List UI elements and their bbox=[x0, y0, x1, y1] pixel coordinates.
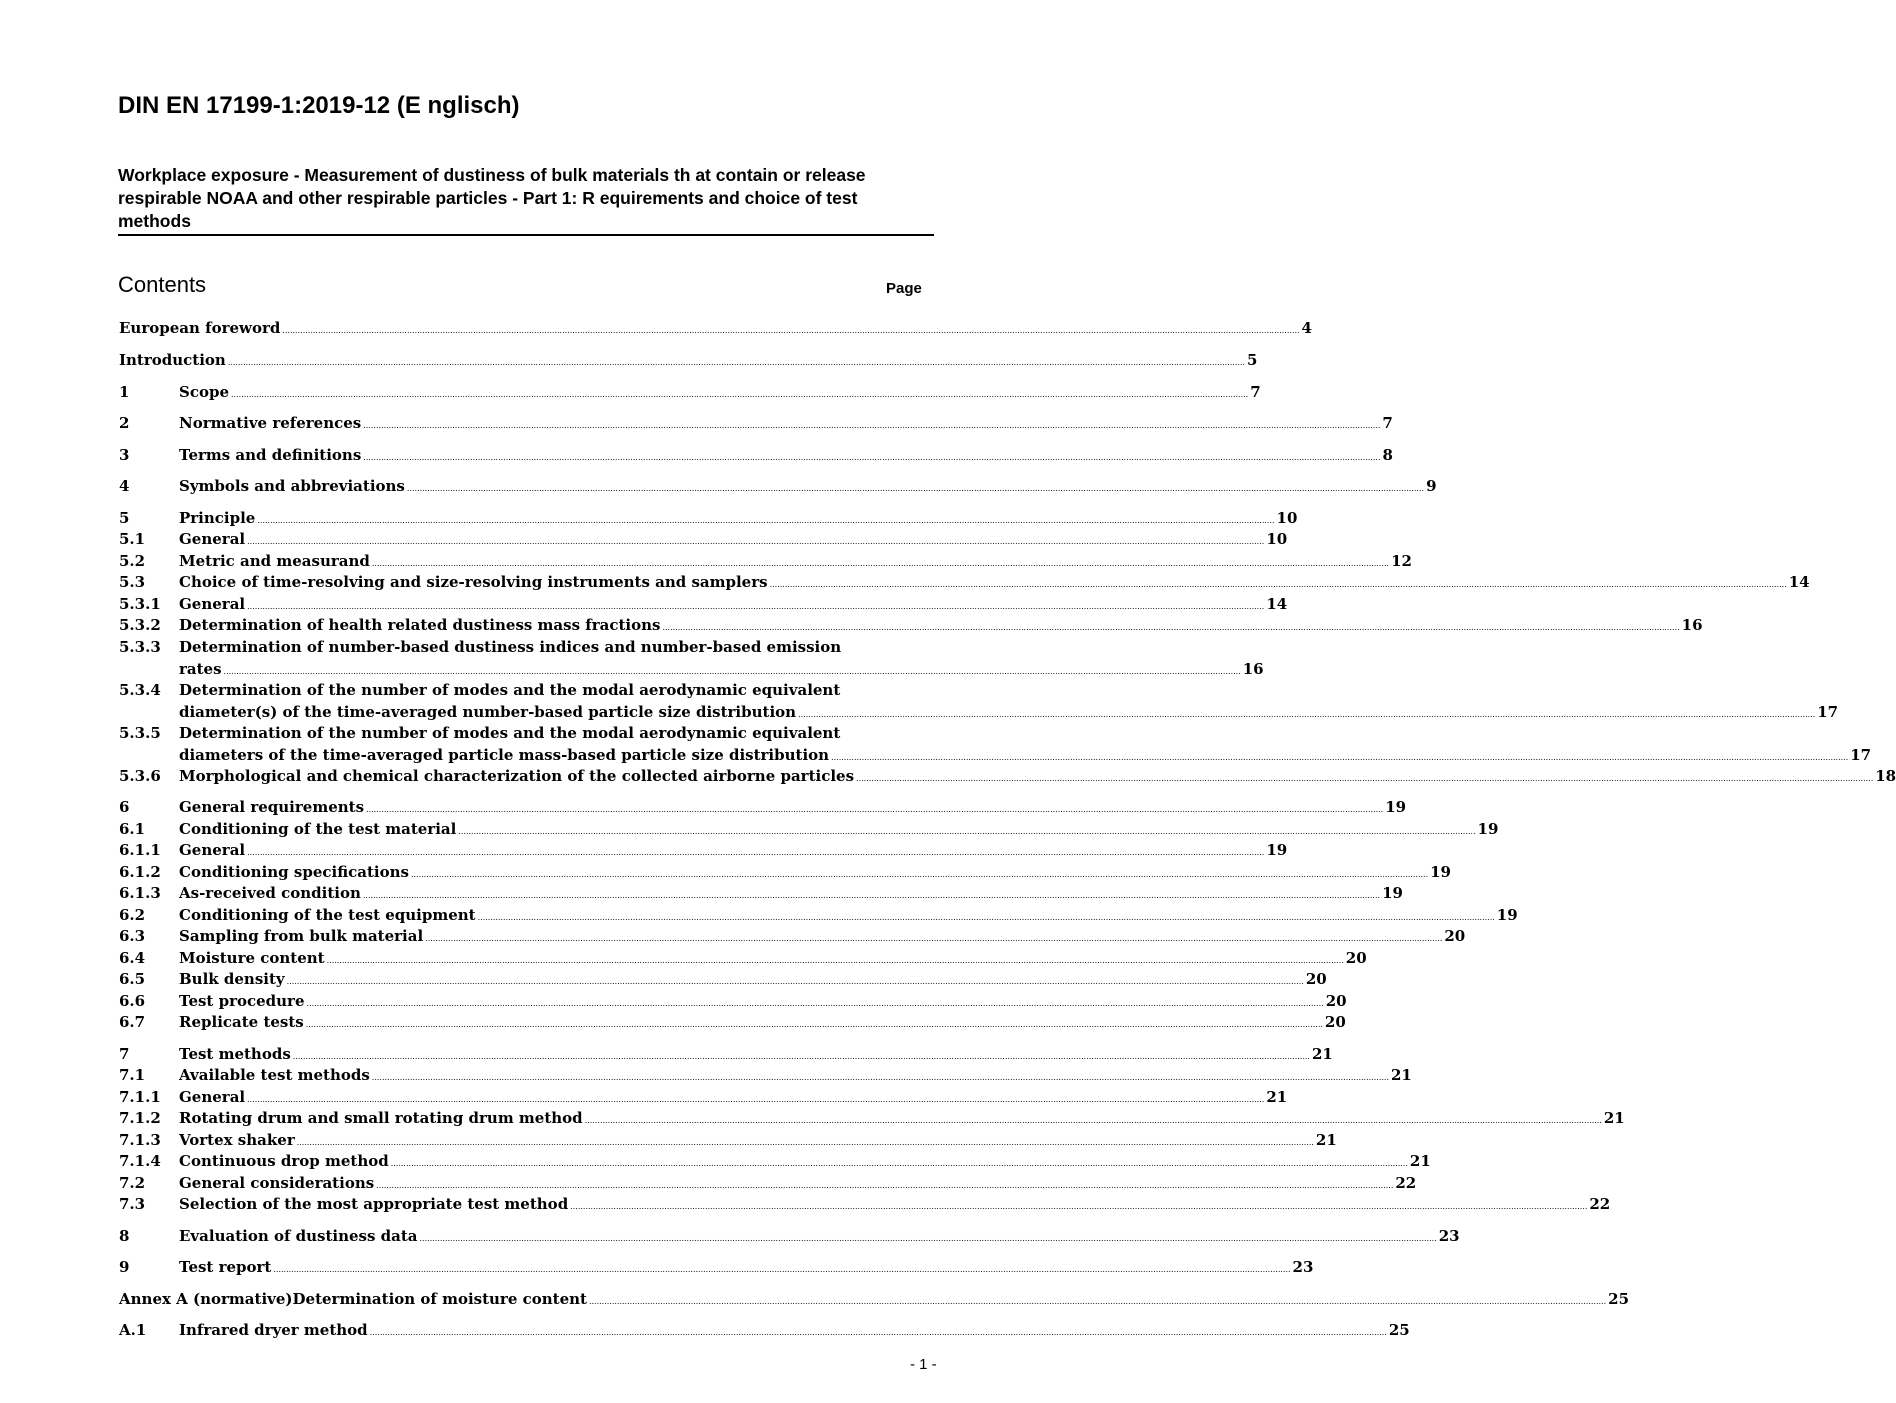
toc-entry-page: 19 bbox=[1382, 884, 1403, 902]
dot-leader: ................................................................................................................................................................................................................................................................................................................................................................................................................ bbox=[286, 977, 1304, 986]
toc-entry-title: Moisture content bbox=[179, 949, 325, 967]
toc-entry-title: Test procedure bbox=[179, 992, 305, 1010]
toc-entry[interactable] bbox=[119, 508, 1298, 529]
toc-entry[interactable] bbox=[119, 926, 1466, 947]
toc-entry-title: Determination of the number of modes and the modal aerodynamic equivalent bbox=[179, 681, 841, 699]
toc-entry-title: Bulk density bbox=[179, 970, 285, 988]
toc-entry-title: Normative references bbox=[179, 414, 362, 432]
title-divider bbox=[118, 234, 934, 236]
dot-leader: ................................................................................................................................................................................................................................................................................................................................................................................................................ bbox=[798, 709, 1816, 719]
toc-entry-title: Symbols and abbreviations bbox=[179, 477, 405, 495]
toc-entry-number: 6.5 bbox=[119, 970, 146, 988]
toc-entry-number: Annex A (normative) bbox=[119, 1290, 293, 1308]
toc-entry-number: 5.1 bbox=[119, 530, 146, 548]
toc-entry-title: As-received condition bbox=[179, 884, 361, 902]
dot-leader: ................................................................................................................................................................................................................................................................................................................................................................................................................ bbox=[477, 913, 1495, 922]
toc-entry[interactable] bbox=[119, 1108, 1625, 1129]
toc-entry-title: Choice of time-resolving and size-resolving instruments and samplers bbox=[179, 573, 768, 591]
toc-entry-continuation[interactable] bbox=[179, 702, 1839, 723]
toc-entry-number: 6.2 bbox=[119, 906, 146, 924]
dot-leader: ................................................................................................................................................................................................................................................................................................................................................................................................................ bbox=[282, 326, 1300, 335]
toc-entry-number: 6.1.2 bbox=[119, 863, 161, 881]
toc-entry-number: 5 bbox=[119, 509, 130, 527]
toc-entry-title: Test methods bbox=[179, 1045, 291, 1063]
toc-entry-title-continued: diameters of the time-averaged particle mass-based particle size distribution bbox=[179, 745, 830, 764]
dot-leader: ................................................................................................................................................................................................................................................................................................................................................................................................................ bbox=[305, 1020, 1323, 1029]
toc-entry-page: 21 bbox=[1266, 1088, 1288, 1106]
toc-entry-title: General bbox=[179, 841, 246, 859]
toc-entry-title: General bbox=[179, 595, 246, 613]
dot-leader: ................................................................................................................................................................................................................................................................................................................................................................................................................ bbox=[227, 358, 1246, 367]
dot-leader: ................................................................................................................................................................................................................................................................................................................................................................................................................ bbox=[410, 870, 1429, 879]
toc-entry[interactable] bbox=[119, 948, 1367, 969]
toc-entry-title-continued: diameter(s) of the time-averaged number-based particle size distribution bbox=[179, 702, 797, 721]
toc-entry-page: 5 bbox=[1247, 351, 1258, 369]
toc-entry-number: 7.1.1 bbox=[119, 1088, 161, 1106]
dot-leader: ................................................................................................................................................................................................................................................................................................................................................................................................................ bbox=[362, 891, 1381, 900]
toc-entry-title: Infrared dryer method bbox=[179, 1321, 368, 1339]
toc-entry[interactable] bbox=[119, 1012, 1346, 1033]
toc-entry[interactable] bbox=[119, 1130, 1337, 1151]
toc-entry-title: Continuous drop method bbox=[179, 1152, 389, 1170]
dot-leader: ................................................................................................................................................................................................................................................................................................................................................................................................................ bbox=[856, 774, 1874, 783]
toc-entry-title: Morphological and chemical characterization of the collected airborne particles bbox=[179, 767, 855, 785]
toc-entry-number: European foreword bbox=[119, 319, 281, 337]
toc-entry-page: 25 bbox=[1608, 1290, 1630, 1308]
toc-entry[interactable] bbox=[119, 1151, 1431, 1172]
toc-entry-page: 23 bbox=[1292, 1258, 1314, 1276]
toc-entry[interactable] bbox=[119, 350, 1258, 371]
toc-entry-page: 22 bbox=[1395, 1174, 1417, 1192]
toc-entry-title: Determination of number-based dustiness indices and number-based emission bbox=[179, 638, 842, 656]
toc-entry-page: 20 bbox=[1325, 992, 1347, 1010]
dot-leader: ................................................................................................................................................................................................................................................................................................................................................................................................................ bbox=[366, 805, 1384, 814]
toc-entry-number: 7.1.3 bbox=[119, 1131, 161, 1149]
toc-entry-title: Metric and measurand bbox=[179, 552, 370, 570]
toc-entry-title: Determination of moisture content bbox=[292, 1290, 587, 1308]
toc-entry-number: 6.6 bbox=[119, 992, 146, 1010]
toc-entry[interactable] bbox=[119, 476, 1437, 497]
dot-leader: ................................................................................................................................................................................................................................................................................................................................................................................................................ bbox=[306, 999, 1324, 1008]
dot-leader: ................................................................................................................................................................................................................................................................................................................................................................................................................ bbox=[376, 1181, 1394, 1190]
document-subtitle: Workplace exposure - Measurement of dustiness of bulk materials th at contain or release respirable NOAA and other respirable particles - Part 1: R equirements and choice of test methods bbox=[118, 165, 866, 231]
toc-entry[interactable] bbox=[119, 840, 1288, 861]
toc-entry-page: 12 bbox=[1391, 552, 1412, 570]
dot-leader: ................................................................................................................................................................................................................................................................................................................................................................................................................ bbox=[419, 1234, 1437, 1243]
toc-entry[interactable] bbox=[119, 1320, 1410, 1341]
toc-entry-number: Introduction bbox=[119, 351, 226, 369]
dot-leader: ................................................................................................................................................................................................................................................................................................................................................................................................................ bbox=[371, 559, 1390, 568]
toc-entry-page: 19 bbox=[1266, 841, 1288, 859]
toc-entry-page: 23 bbox=[1438, 1227, 1460, 1245]
toc-entry[interactable] bbox=[119, 766, 1896, 787]
document-title: DIN EN 17199-1:2019-12 (E nglisch) bbox=[118, 92, 520, 119]
dot-leader: ................................................................................................................................................................................................................................................................................................................................................................................................................ bbox=[231, 390, 1249, 399]
toc-entry[interactable] bbox=[119, 1065, 1412, 1086]
toc-entry-page: 22 bbox=[1589, 1195, 1611, 1213]
toc-entry-number: 7 bbox=[119, 1045, 130, 1063]
toc-entry-number: 5.3.1 bbox=[119, 595, 161, 613]
toc-entry[interactable] bbox=[119, 1044, 1333, 1065]
toc-entry[interactable] bbox=[119, 413, 1393, 434]
toc-entry-number: 8 bbox=[119, 1227, 130, 1245]
dot-leader: ................................................................................................................................................................................................................................................................................................................................................................................................................ bbox=[390, 1159, 1408, 1168]
dot-leader: ................................................................................................................................................................................................................................................................................................................................................................................................................ bbox=[369, 1328, 1387, 1337]
toc-entry-page: 19 bbox=[1385, 798, 1407, 816]
toc-entry-title: General requirements bbox=[179, 798, 365, 816]
dot-leader: ................................................................................................................................................................................................................................................................................................................................................................................................................ bbox=[831, 752, 1849, 762]
toc-entry-page: 19 bbox=[1477, 820, 1499, 838]
toc-entry-number: 9 bbox=[119, 1258, 130, 1276]
toc-entry-page: 20 bbox=[1345, 949, 1367, 967]
dot-leader: ................................................................................................................................................................................................................................................................................................................................................................................................................ bbox=[273, 1265, 1291, 1274]
toc-entry-number: 5.3.5 bbox=[119, 724, 161, 742]
toc-entry-page: 20 bbox=[1305, 970, 1327, 988]
toc-entry-page: 21 bbox=[1315, 1131, 1337, 1149]
toc-entry[interactable] bbox=[119, 382, 1261, 403]
toc-entry-title-continued: rates bbox=[179, 659, 222, 678]
toc-entry-page: 19 bbox=[1430, 863, 1451, 881]
dot-leader: ................................................................................................................................................................................................................................................................................................................................................................................................................ bbox=[406, 484, 1425, 493]
dot-leader: ................................................................................................................................................................................................................................................................................................................................................................................................................ bbox=[223, 666, 1241, 676]
toc-entry-title: Principle bbox=[179, 509, 256, 527]
toc-entry-page: 7 bbox=[1382, 414, 1393, 432]
contents-heading: Contents bbox=[118, 272, 207, 297]
toc-entry-number: 1 bbox=[119, 383, 130, 401]
toc-entry-title: Conditioning of the test equipment bbox=[179, 906, 476, 924]
toc-entry-page: 20 bbox=[1324, 1013, 1346, 1031]
toc-entry-title: Conditioning of the test material bbox=[179, 820, 457, 838]
toc-entry-page: 18 bbox=[1875, 767, 1896, 785]
toc-entry[interactable] bbox=[119, 1289, 1630, 1310]
toc-entry[interactable] bbox=[119, 680, 932, 701]
toc-entry-title: Available test methods bbox=[179, 1066, 370, 1084]
dot-leader: ................................................................................................................................................................................................................................................................................................................................................................................................................ bbox=[363, 421, 1381, 430]
toc-entry[interactable] bbox=[119, 1087, 1288, 1108]
toc-entry-title: Scope bbox=[179, 383, 230, 401]
toc-entry-page: 8 bbox=[1382, 446, 1393, 464]
toc-entry[interactable] bbox=[119, 905, 1518, 926]
toc-entry-page: 17 bbox=[1817, 702, 1839, 721]
toc-entry-page: 25 bbox=[1388, 1321, 1410, 1339]
toc-entry-number: 4 bbox=[119, 477, 130, 495]
toc-entry-title: Selection of the most appropriate test method bbox=[179, 1195, 569, 1213]
toc-entry-title: Rotating drum and small rotating drum method bbox=[179, 1109, 583, 1127]
toc-entry[interactable] bbox=[119, 991, 1347, 1012]
toc-entry-page: 4 bbox=[1301, 319, 1312, 337]
toc-entry-page: 7 bbox=[1250, 383, 1261, 401]
dot-leader: ................................................................................................................................................................................................................................................................................................................................................................................................................ bbox=[371, 1073, 1389, 1082]
toc-entry-page: 21 bbox=[1409, 1152, 1431, 1170]
toc-entry-page: 20 bbox=[1444, 927, 1466, 945]
toc-entry-number: 5.3.2 bbox=[119, 616, 161, 634]
toc-entry[interactable] bbox=[119, 572, 1810, 593]
toc-entry-title: General considerations bbox=[179, 1174, 375, 1192]
toc-entry-page: 19 bbox=[1496, 906, 1518, 924]
toc-entry-continuation[interactable] bbox=[179, 659, 1264, 680]
toc-entry-number: 5.3 bbox=[119, 573, 146, 591]
toc-entry-page: 16 bbox=[1242, 659, 1264, 678]
toc-entry[interactable] bbox=[119, 723, 932, 744]
toc-entry-number: 5.3.4 bbox=[119, 681, 161, 699]
toc-entry[interactable] bbox=[119, 1194, 1611, 1215]
toc-entry-page: 14 bbox=[1788, 573, 1810, 591]
toc-entry[interactable] bbox=[119, 862, 1451, 883]
toc-entry[interactable] bbox=[119, 1257, 1314, 1278]
toc-entry-number: 6.4 bbox=[119, 949, 146, 967]
toc-entry-title: Determination of health related dustiness mass fractions bbox=[179, 616, 661, 634]
page-column-label: Page bbox=[886, 280, 922, 297]
toc-entry-number: 7.1.2 bbox=[119, 1109, 161, 1127]
toc-entry-page: 14 bbox=[1266, 595, 1288, 613]
toc-entry-number: 5.2 bbox=[119, 552, 146, 570]
toc-entry-page: 21 bbox=[1603, 1109, 1625, 1127]
toc-entry-number: A.1 bbox=[119, 1321, 147, 1339]
toc-entry-page: 10 bbox=[1266, 530, 1288, 548]
toc-entry-title: General bbox=[179, 1088, 246, 1106]
toc-entry-page: 21 bbox=[1390, 1066, 1412, 1084]
toc-entry[interactable] bbox=[119, 637, 932, 658]
dot-leader: ................................................................................................................................................................................................................................................................................................................................................................................................................ bbox=[769, 580, 1787, 589]
toc-entry[interactable] bbox=[119, 318, 1312, 339]
toc-entry[interactable] bbox=[119, 819, 1499, 840]
toc-entry-title: Terms and definitions bbox=[179, 446, 362, 464]
toc-entry-title: Sampling from bulk material bbox=[179, 927, 424, 945]
toc-entry-number: 2 bbox=[119, 414, 130, 432]
dot-leader: ................................................................................................................................................................................................................................................................................................................................................................................................................ bbox=[247, 848, 1265, 857]
toc-entry-title: Evaluation of dustiness data bbox=[179, 1227, 418, 1245]
toc-entry[interactable] bbox=[119, 1226, 1460, 1247]
toc-entry-number: 6.7 bbox=[119, 1013, 146, 1031]
dot-leader: ................................................................................................................................................................................................................................................................................................................................................................................................................ bbox=[570, 1202, 1588, 1211]
toc-entry[interactable] bbox=[119, 883, 1403, 904]
toc-entry-title: Test report bbox=[179, 1258, 272, 1276]
toc-entry-continuation[interactable] bbox=[179, 745, 1872, 766]
toc-entry-title: Vortex shaker bbox=[179, 1131, 295, 1149]
toc-entry-number: 6.1.1 bbox=[119, 841, 161, 859]
dot-leader: ................................................................................................................................................................................................................................................................................................................................................................................................................ bbox=[425, 934, 1443, 943]
dot-leader: ................................................................................................................................................................................................................................................................................................................................................................................................................ bbox=[296, 1138, 1314, 1147]
dot-leader: ................................................................................................................................................................................................................................................................................................................................................................................................................ bbox=[292, 1052, 1310, 1061]
toc-entry[interactable] bbox=[119, 969, 1327, 990]
dot-leader: ................................................................................................................................................................................................................................................................................................................................................................................................................ bbox=[458, 827, 1476, 836]
toc-entry-title: Determination of the number of modes and the modal aerodynamic equivalent bbox=[179, 724, 841, 742]
dot-leader: ................................................................................................................................................................................................................................................................................................................................................................................................................ bbox=[326, 956, 1344, 965]
toc-entry-page: 9 bbox=[1426, 477, 1437, 495]
toc-entry-number: 3 bbox=[119, 446, 130, 464]
toc-entry-page: 10 bbox=[1276, 509, 1298, 527]
toc-entry-number: 6.3 bbox=[119, 927, 146, 945]
toc-entry-number: 5.3.6 bbox=[119, 767, 161, 785]
toc-entry[interactable] bbox=[119, 797, 1407, 818]
toc-entry[interactable] bbox=[119, 529, 1288, 550]
toc-entry[interactable] bbox=[119, 551, 1412, 572]
dot-leader: ................................................................................................................................................................................................................................................................................................................................................................................................................ bbox=[247, 1095, 1265, 1104]
toc-entry-number: 5.3.3 bbox=[119, 638, 161, 656]
dot-leader: ................................................................................................................................................................................................................................................................................................................................................................................................................ bbox=[247, 537, 1265, 546]
toc-entry-number: 6.1 bbox=[119, 820, 146, 838]
toc-entry-number: 6 bbox=[119, 798, 130, 816]
toc-entry[interactable] bbox=[119, 615, 1703, 636]
toc-entry-title: General bbox=[179, 530, 246, 548]
footer-page-number: - 1 - bbox=[910, 1356, 937, 1373]
toc-entry[interactable] bbox=[119, 594, 1288, 615]
toc-entry[interactable] bbox=[119, 445, 1393, 466]
toc-entry-title: Conditioning specifications bbox=[179, 863, 409, 881]
toc-entry-page: 21 bbox=[1311, 1045, 1333, 1063]
toc-entry-number: 7.2 bbox=[119, 1174, 146, 1192]
dot-leader: ................................................................................................................................................................................................................................................................................................................................................................................................................ bbox=[363, 453, 1381, 462]
toc-entry-number: 7.1 bbox=[119, 1066, 146, 1084]
toc-entry[interactable] bbox=[119, 1173, 1417, 1194]
dot-leader: ................................................................................................................................................................................................................................................................................................................................................................................................................ bbox=[247, 602, 1265, 611]
dot-leader: ................................................................................................................................................................................................................................................................................................................................................................................................................ bbox=[662, 623, 1680, 632]
dot-leader: ................................................................................................................................................................................................................................................................................................................................................................................................................ bbox=[584, 1116, 1602, 1125]
toc-entry-number: 7.3 bbox=[119, 1195, 146, 1213]
toc-entry-page: 16 bbox=[1681, 616, 1703, 634]
toc-entry-number: 7.1.4 bbox=[119, 1152, 161, 1170]
toc-entry-page: 17 bbox=[1850, 745, 1872, 764]
dot-leader: ................................................................................................................................................................................................................................................................................................................................................................................................................ bbox=[588, 1297, 1607, 1306]
toc-entry-number: 6.1.3 bbox=[119, 884, 161, 902]
toc-entry-title: Replicate tests bbox=[179, 1013, 304, 1031]
dot-leader: ................................................................................................................................................................................................................................................................................................................................................................................................................ bbox=[257, 516, 1275, 525]
